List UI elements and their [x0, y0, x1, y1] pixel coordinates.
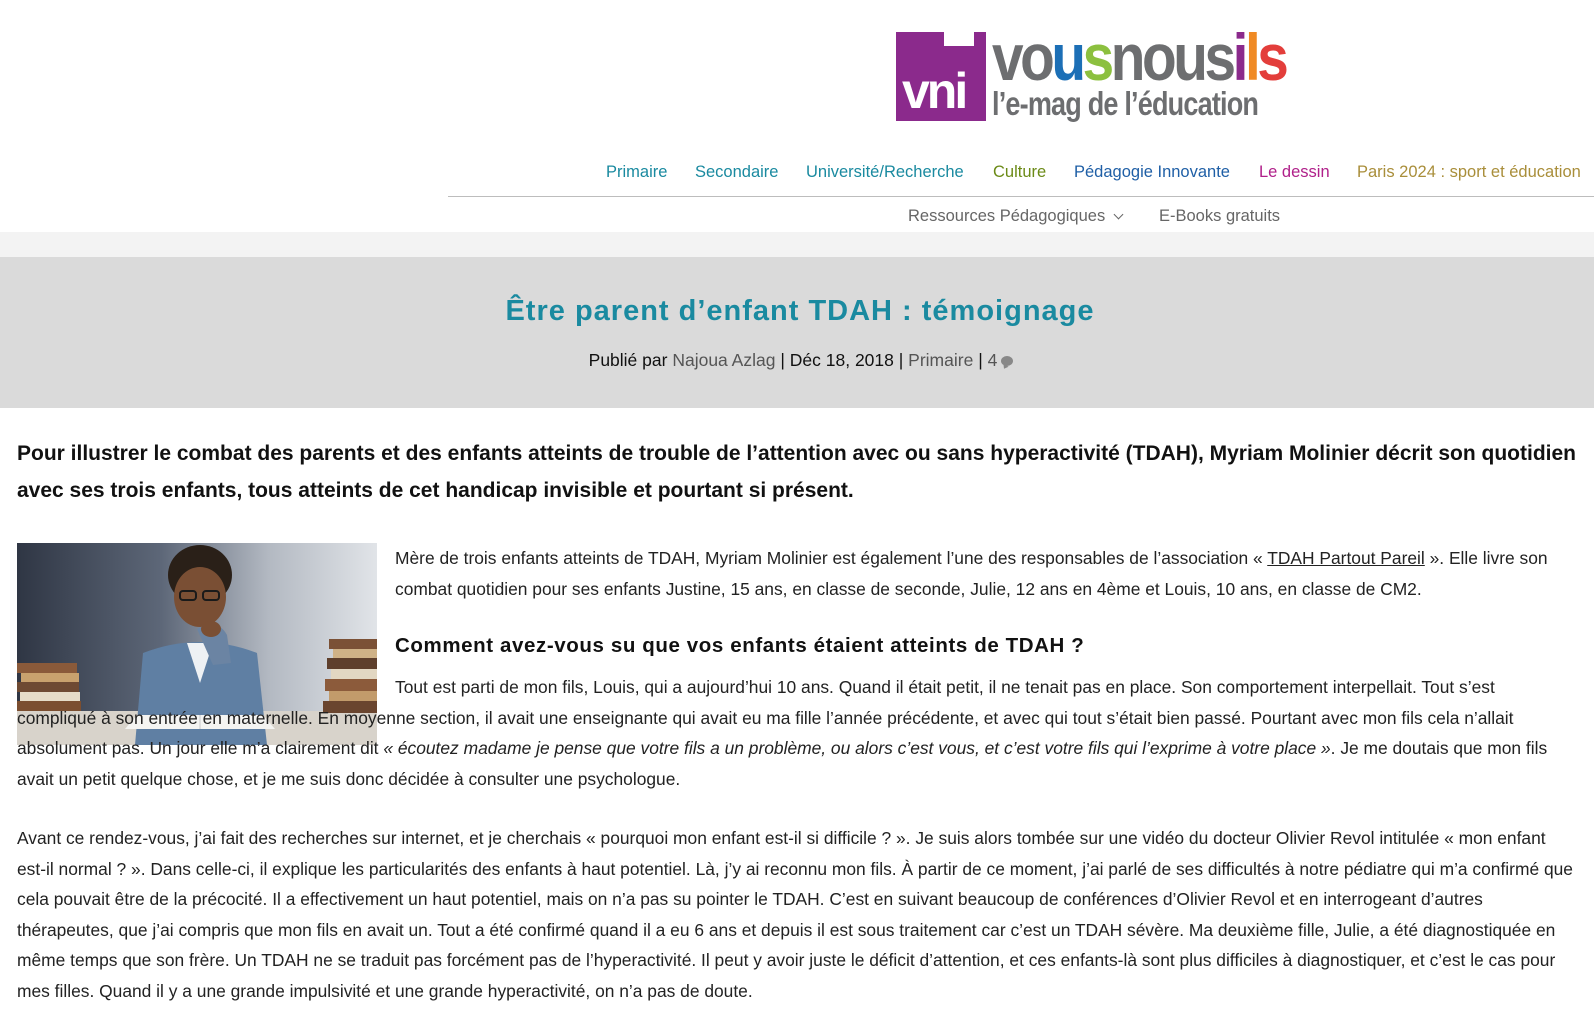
paragraph-text: Tout est parti de mon fils, Louis, qui a aujourd’hui 10 ans. Quand il était petit, il ne tenait pas en place. Son comportement interpellait. Tout s’est compliqué à son entrée en maternelle. En moyenne section, il avait une enseignante qui avait eu ma fille l’année précédente, et avec qui tout s’était bien passé. Pourtant avec mon fils cela n’allait absolument pas. Un jour elle m’a clairement dit — [17, 677, 1514, 758]
comment-bubble-icon — [1001, 356, 1013, 366]
nav-item-primaire[interactable]: Primaire — [606, 163, 668, 181]
category-link[interactable]: Primaire — [908, 350, 974, 370]
meta-separator: | — [780, 350, 785, 370]
logo-mark — [896, 32, 986, 121]
paragraph-intro — [395, 543, 1570, 604]
comments-link[interactable] — [988, 350, 1014, 370]
post-date: Déc 18, 2018 — [789, 350, 894, 370]
logo-tagline: l’e-mag de l’éducation — [992, 85, 1259, 122]
comment-count: 4 — [987, 350, 998, 370]
published-by-label: Publié par — [588, 350, 668, 370]
nav-item-label: Ressources Pédagogiques — [908, 207, 1106, 225]
header-separator — [0, 232, 1594, 257]
logo-wordmark: vousnousils — [992, 20, 1286, 94]
nav-item-universite-recherche[interactable]: Université/Recherche — [806, 163, 964, 181]
paragraph-text: ». Elle livre son combat quotidien pour ses enfants Justine, 15 ans, en classe de seconde, Julie, 12 ans en 4ème et Louis, 10 ans, en classe de CM2. — [395, 548, 1548, 599]
section-heading: Comment avez-vous su que vos enfants étaient atteints de TDAH ? — [395, 634, 1085, 657]
nav-item-pedagogie-innovante[interactable]: Pédagogie Innovante — [1074, 163, 1230, 181]
primary-nav — [0, 160, 1594, 184]
paragraph-answer-2: Avant ce rendez-vous, j’ai fait des recherches sur internet, et je cherchais « pourquoi mon enfant est-il si difficile ? ». Je suis alors tombée sur une vidéo du docteur Olivier Revol intitulée « mon enfant est-il normal ? ». Dans celle-ci, il explique les particularités des enfants à haut potentiel. Là, j’y ai reconnu mon fils. À partir de ce moment, j’ai parlé de ses difficultés à notre pédiatre qui m’a confirmé que cela pouvait être de la précocité. Il a effectivement un haut potentiel, mais on n’a pas su pointer le TDAH. C’est en suivant beaucoup de conférences d’Olivier Revol et en interrogeant d’autres thérapeutes, que j’ai compris que mon fils en avait un. Tout a été confirmé quand il a eu 6 ans et depuis il est sous traitement car c’est un TDAH sévère. Ma deuxième fille, Julie, a été diagnostiquée en même temps que son frère. Un TDAH ne se traduit pas forcément pas de l’hyperactivité. Il peut y avoir juste le déficit d’attention, et ces enfants-là sont plus difficiles à diagnostiquer, et c’est le cas pour mes filles. Quand il y a une grande impulsivité et une grande hyperactivité, on n’a pas de doute. — [17, 828, 1573, 1001]
secondary-nav — [0, 204, 1594, 228]
chevron-down-icon — [1114, 210, 1124, 220]
logo-mark-text: vni — [902, 63, 966, 119]
paragraph-answer-1 — [17, 672, 1577, 794]
site-header — [0, 0, 1594, 230]
post-meta — [0, 348, 1594, 372]
nav-item-culture[interactable]: Culture — [993, 163, 1047, 181]
author-link[interactable]: Najoua Azlag — [672, 350, 776, 370]
post-title: Être parent d’enfant TDAH : témoignage — [505, 295, 1095, 327]
meta-separator: | — [898, 350, 904, 370]
paragraph-text: . Je me doutais que mon fils avait un petit quelque chose, et je me suis donc décidée à consulter une psychologue. — [17, 738, 1548, 789]
association-link[interactable]: TDAH Partout Pareil — [1267, 548, 1425, 568]
nav-item-ebooks-gratuits[interactable]: E-Books gratuits — [1159, 207, 1281, 225]
nav-item-paris-2024[interactable]: Paris 2024 : sport et éducation — [1357, 163, 1581, 181]
nav-divider — [448, 196, 1594, 197]
logo-notch — [944, 32, 974, 46]
article-lead: Pour illustrer le combat des parents et des enfants atteints de trouble de l’attention avec ou sans hyperactivité (TDAH), Myriam Molinier décrit son quotidien avec ses trois enfants, tous atteints de cet handicap invisible et pourtant si présent. — [17, 442, 1576, 502]
nav-item-secondaire[interactable]: Secondaire — [695, 163, 779, 181]
site-logo[interactable] — [896, 20, 1286, 128]
quote-text: « écoutez madame je pense que votre fils a un problème, ou alors c’est vous, et c’est votre fils qui l’exprime à votre place » — [383, 738, 1331, 758]
meta-separator: | — [978, 350, 983, 370]
nav-item-ressources-pedagogiques[interactable] — [908, 204, 1122, 228]
post-title-band — [0, 257, 1594, 408]
paragraph-text: Mère de trois enfants atteints de TDAH, Myriam Molinier est également l’une des responsables de l’association « — [395, 548, 1268, 568]
nav-item-le-dessin[interactable]: Le dessin — [1259, 163, 1330, 181]
